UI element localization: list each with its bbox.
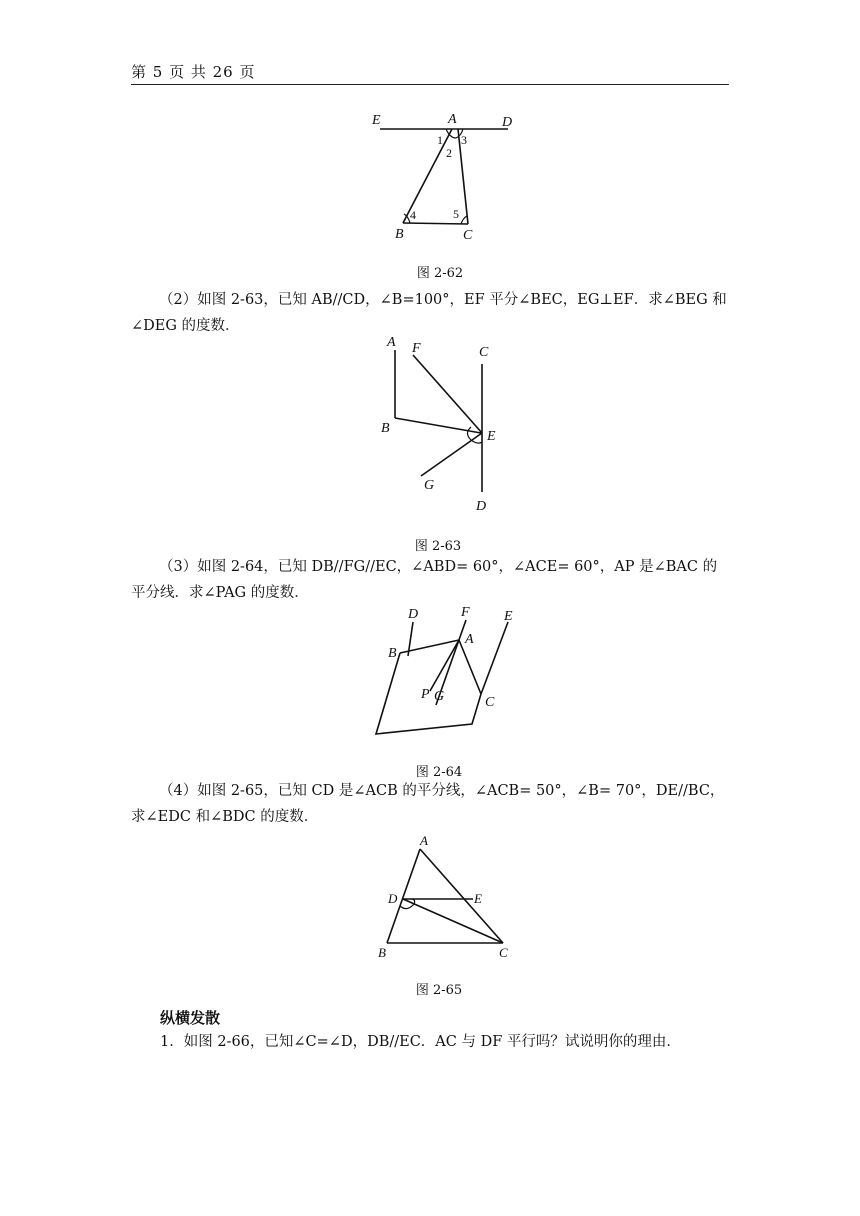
angle-mark-c [461,216,467,224]
label-5: 5 [453,207,459,221]
label-C: C [463,228,473,243]
figure-2-64 [362,602,527,750]
label-B: B [381,421,390,436]
segment-AC [459,640,481,694]
segment-AC [420,849,503,943]
problem-4 [131,778,731,830]
label-A: A [420,833,428,848]
segment-BC [403,223,468,224]
label-2: 2 [446,146,452,160]
label-D: D [408,607,419,622]
label-3: 3 [461,133,467,147]
label-E: E [372,113,381,128]
label-A: A [448,112,457,127]
exercise-1: 1．如图 2-66，已知∠C=∠D，DB//EC．AC 与 DF 平行吗？试说明你的理由． [160,1034,681,1050]
ray-EG [421,433,482,476]
label-B: B [395,227,404,242]
figure-2-62-caption: 图 2-62 [416,266,464,281]
figure-2-64-caption: 图 2-64 [415,765,463,780]
figure-2-62 [360,108,530,248]
label-E: E [504,609,513,624]
label-1: 1 [437,133,443,147]
page-header [131,58,729,85]
problem-2-text: （2）如图 2-63，已知 AB//CD，∠B=100°，EF 平分∠BEC，EG⊥EF．求∠BEG 和∠DEG 的度数． [131,292,727,334]
ray-CE [481,622,508,694]
section-heading: 纵横发散 [160,1009,221,1027]
label-D: D [388,891,398,906]
label-E: E [474,891,482,906]
label-C: C [479,345,489,360]
label-4: 4 [410,208,416,222]
label-G: G [434,689,445,704]
label-E: E [487,429,496,444]
problem-3-text: （3）如图 2-64，已知 DB//FG//EC，∠ABD= 60°，∠ACE= 60°，AP 是∠BAC 的平分线．求∠PAG 的度数． [131,559,718,601]
label-F: F [412,341,421,356]
label-C: C [499,945,508,960]
label-B: B [388,646,397,661]
figure-2-65 [370,830,520,965]
label-B: B [378,945,386,960]
label-D: D [476,499,487,514]
label-D: D [502,115,513,130]
label-A: A [387,335,396,350]
ray-EF [413,355,482,433]
label-C: C [485,695,495,710]
label-P: P [421,687,430,702]
figure-2-65-caption: 图 2-65 [415,983,463,998]
figure-2-63-caption: 图 2-63 [414,539,462,554]
problem-3 [131,554,731,606]
label-A: A [465,632,474,647]
page-number: 第 5 页 共 26 页 [131,63,256,81]
label-F: F [461,605,470,620]
ray-AP [430,640,459,691]
problem-4-text: （4）如图 2-65，已知 CD 是∠ACB 的平分线，∠ACB= 50°，∠B= 70°，DE//BC，求∠EDC 和∠BDC 的度数． [131,783,725,825]
segment-DC [403,899,503,943]
figure-2-63 [375,332,515,517]
label-G: G [424,478,435,493]
